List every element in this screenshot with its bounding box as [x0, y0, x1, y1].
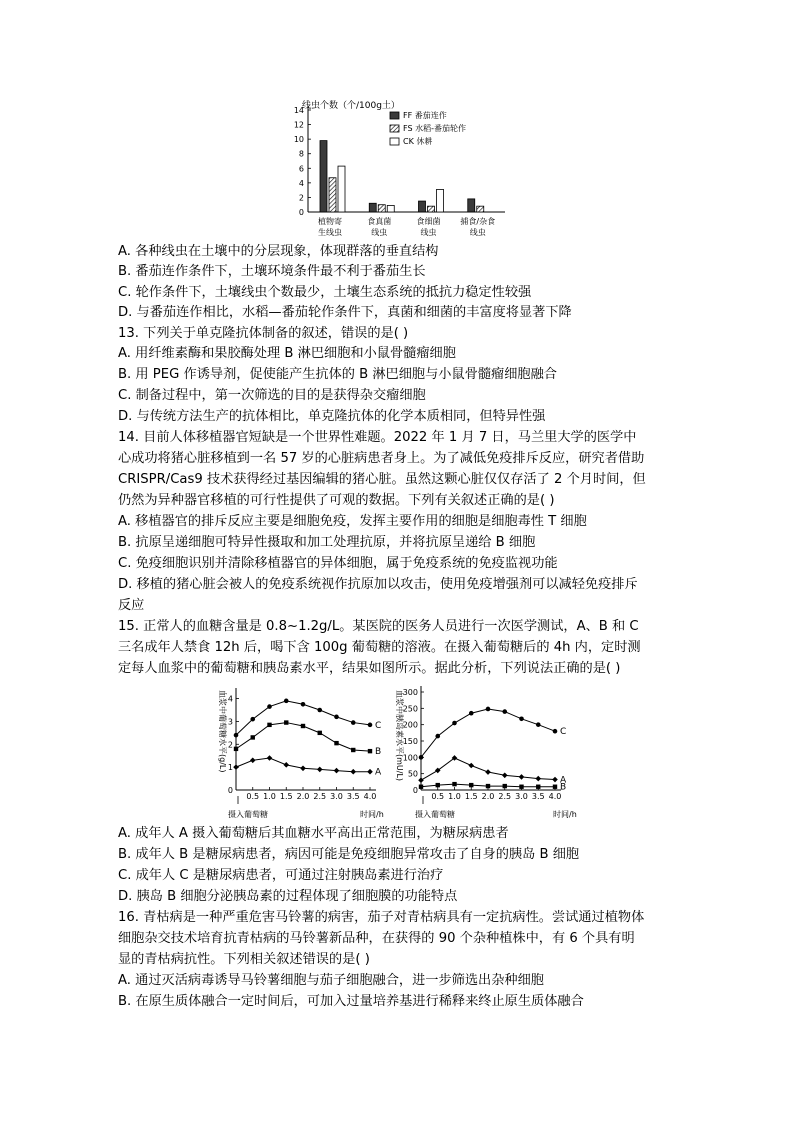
chart2-ytick-label: 1: [227, 763, 233, 773]
chart1-legend-swatch: [390, 125, 399, 132]
q13-stem: 13. 下列关于单克隆抗体制备的叙述，错误的是( ): [118, 326, 409, 341]
q15-option-d: D. 胰岛 B 细胞分泌胰岛素的过程体现了细胞膜的功能特点: [118, 889, 458, 904]
chart3-xtick-label: 1.5: [464, 792, 478, 801]
chart3-ytick-label: 200: [402, 720, 418, 730]
chart3-series-line: [421, 709, 555, 757]
chart2-series-label: B: [375, 747, 382, 758]
q16-option-a: A. 通过灭活病毒诱导马铃薯细胞与茄子细胞融合，进一步筛选出杂种细胞: [118, 973, 544, 988]
chart3-point: [553, 729, 558, 734]
q13-option-c: C. 制备过程中，第一次筛选的目的是获得杂交瘤细胞: [118, 388, 426, 403]
chart2-point: [368, 749, 372, 753]
chart2-xtick-label: 2.0: [296, 792, 310, 801]
chart2-point: [301, 724, 305, 728]
chart1-ytick-label: 4: [298, 178, 304, 188]
q15-option-a: A. 成年人 A 摄入葡萄糖后其血糖水平高出正常范围，为糖尿病患者: [118, 826, 509, 841]
chart2-xtick-label: 1.5: [279, 792, 293, 801]
q12-option-c: C. 轮作条件下，土壤线虫个数最少，土壤生态系统的抵抗力稳定性较强: [118, 285, 532, 300]
chart3-ylabel: 血浆中胰岛素水平(mU/L): [395, 690, 404, 782]
chart2-point: [267, 704, 272, 709]
chart1-bar: [369, 203, 376, 212]
chart2-point: [334, 715, 339, 720]
chart3-point: [452, 721, 457, 726]
chart2-point: [317, 708, 322, 713]
chart3-point: [502, 709, 507, 714]
q12-option-d: D. 与番茄连作相比，水稻—番茄轮作条件下，真菌和细菌的丰富度将显著下降: [118, 305, 572, 320]
q16-option-b: B. 在原生质体融合一定时间后，可加入过量培养基进行稀释来终止原生质体融合: [118, 994, 584, 1009]
chart2-ytick-label: 3: [227, 717, 233, 727]
q14-option-c: C. 免疫细胞识别并清除移植器官的异体细胞，属于免疫系统的免疫监视功能: [118, 556, 558, 571]
chart3-xtick-label: 3.0: [515, 792, 528, 801]
chart2-xtick-label: 4.0: [363, 792, 377, 801]
chart1-ytick-label: 10: [293, 135, 304, 145]
chart3-ytick-label: 50: [407, 769, 418, 779]
chart3-ytick-label: 0: [412, 786, 418, 795]
q14-option-d-cont: 反应: [118, 598, 145, 613]
chart2-point: [250, 717, 255, 722]
glucose-line-chart: [210, 680, 395, 820]
chart2-start-label: 摄入葡萄糖: [228, 810, 268, 819]
chart1-ytick-label: 8: [298, 149, 304, 159]
chart3-point: [536, 785, 540, 789]
q15-option-b: B. 成年人 B 是糖尿病患者，病因可能是免疫细胞异常攻击了自身的胰岛 B 细胞: [118, 847, 580, 862]
chart3-point: [486, 707, 491, 712]
chart3-point: [552, 777, 558, 783]
chart3-point: [519, 716, 524, 721]
chart3-series-label: A: [560, 775, 567, 786]
nematode-bar-chart: [280, 96, 520, 246]
chart1-bar: [329, 178, 336, 212]
q13-option-a: A. 用纤维素酶和果胶酶处理 B 淋巴细胞和小鼠骨髓瘤细胞: [118, 346, 456, 361]
chart3-point: [519, 785, 523, 789]
chart3-ytick-label: 250: [402, 704, 418, 714]
q13-option-b: B. 用 PEG 作诱导剂，促使能产生抗体的 B 淋巴细胞与小鼠骨髓瘤细胞融合: [118, 367, 557, 382]
chart3-point: [553, 785, 557, 789]
chart1-bar: [387, 205, 394, 212]
chart2-xtick-label: 0.5: [246, 792, 260, 801]
chart1-category-label: 线虫: [371, 228, 388, 237]
chart2-point: [351, 720, 356, 725]
chart3-point: [503, 784, 507, 788]
chart1-bar: [428, 206, 435, 212]
q16-stem-line-2: 细胞杂交技术培育抗青枯病的马铃薯新品种，在获得的 90 个杂种植株中，有 6 个具有明: [118, 931, 635, 946]
chart2-point: [250, 757, 256, 763]
chart3-ytick-label: 150: [402, 737, 418, 746]
chart3-point: [419, 755, 424, 760]
chart3-start-label: 摄入葡萄糖: [415, 810, 455, 819]
q13-option-d: D. 与传统方法生产的抗体相比，单克隆抗体的化学本质相同，但特异性强: [118, 409, 546, 424]
q14-option-a: A. 移植器官的排斥反应主要是细胞免疫，发挥主要作用的细胞是细胞毒性 T 细胞: [118, 514, 587, 529]
chart1-category-label: 线虫: [469, 228, 486, 237]
chart3-ytick-label: 300: [402, 688, 418, 697]
chart1-legend-swatch: [390, 138, 399, 145]
chart2-ytick-label: 0: [227, 786, 233, 795]
chart1-legend-label: FS 水稻-番茄轮作: [403, 124, 466, 133]
chart1-ytick-label: 14: [293, 106, 304, 115]
chart1-category-label: 生线虫: [318, 228, 342, 237]
chart3-point: [419, 785, 423, 789]
chart3-point: [435, 734, 440, 739]
chart2-series-label: A: [375, 767, 382, 778]
chart1-bar: [378, 205, 385, 212]
q14-option-b: B. 抗原呈递细胞可特异性摄取和加工处理抗原，并将抗原呈递给 B 细胞: [118, 535, 536, 550]
chart2-xtick-label: 1.0: [263, 792, 276, 801]
chart3-point: [536, 722, 541, 727]
chart3-point: [502, 773, 508, 779]
chart2-point: [267, 723, 271, 727]
q16-stem-line-3: 显的青枯病抗性。下列相关叙述错误的是( ): [118, 952, 370, 967]
chart3-point: [452, 782, 456, 786]
chart2-point: [300, 765, 306, 771]
chart1-category-label: 食真菌: [367, 217, 392, 226]
chart3-series-line: [421, 758, 555, 780]
chart3-point: [469, 711, 474, 716]
chart1-ytick-label: 2: [298, 193, 304, 203]
chart2-point: [283, 762, 289, 768]
chart1-bar: [477, 206, 484, 212]
chart2-xtick-label: 3.0: [330, 792, 343, 801]
q15-option-c: C. 成年人 C 是糖尿病患者，可通过注射胰岛素进行治疗: [118, 868, 444, 883]
chart1-ytick-label: 0: [298, 208, 304, 217]
chart1-bar: [437, 189, 444, 212]
q15-stem-line-2: 三名成年人禁食 12h 后，喝下含 100g 葡萄糖的溶液。在摄入葡萄糖后的 4h 内，定时测: [118, 640, 641, 655]
chart2-point: [317, 767, 323, 773]
chart2-point: [301, 702, 306, 707]
chart3-xtick-label: 1.0: [448, 792, 461, 801]
chart3-point: [436, 783, 440, 787]
chart3-xtick-label: 2.0: [481, 792, 495, 801]
chart2-ytick-label: 4: [227, 694, 233, 704]
q14-stem-line-4: 仍然为异种器官移植的可行性提供了可观的数据。下列有关叙述正确的是( ): [118, 493, 555, 508]
chart2-point: [284, 720, 288, 724]
q15-stem-line-1: 15. 正常人的血糖含量是 0.8~1.2g/L。某医院的医务人员进行一次医学测试，A、B 和 C: [118, 619, 639, 634]
chart1-bar: [468, 199, 475, 212]
chart2-point: [318, 731, 322, 735]
chart3-xlabel: 时间/h: [553, 810, 577, 819]
chart2-point: [233, 764, 239, 770]
chart3-point: [418, 777, 424, 783]
q14-stem-line-2: 心成功将猪心脏移植到一名 57 岁的心脏病患者身上。为了减低免疫排斥反应，研究者借助: [118, 451, 645, 466]
chart2-point: [334, 768, 340, 774]
chart3-point: [519, 774, 525, 780]
chart3-xtick-label: 0.5: [431, 792, 445, 801]
chart2-ytick-label: 2: [227, 740, 233, 750]
chart1-ytick-label: 12: [293, 120, 304, 130]
chart2-point: [367, 769, 373, 775]
chart1-category-label: 植物寄: [318, 217, 342, 226]
chart1-legend-label: FF 番茄连作: [403, 111, 447, 120]
chart2-series-label: C: [375, 720, 382, 731]
q14-option-d: D. 移植的猪心脏会被人的免疫系统视作抗原加以攻击，使用免疫增强剂可以减轻免疫排斥: [118, 577, 638, 592]
chart3-series-label: B: [560, 782, 567, 793]
q15-stem-line-3: 定每人血浆中的葡萄糖和胰岛素水平，结果如图所示。据此分析，下列说法正确的是( ): [118, 661, 621, 676]
chart1-bar: [320, 141, 327, 212]
chart2-point: [284, 699, 289, 704]
chart3-xtick-label: 2.5: [498, 792, 512, 801]
q12-option-b: B. 番茄连作条件下，土壤环境条件最不利于番茄生长: [118, 264, 426, 279]
chart2-xlabel: 时间/h: [360, 810, 384, 819]
chart1-legend-label: CK 休耕: [403, 137, 433, 146]
chart2-xtick-label: 3.5: [346, 792, 360, 801]
chart2-point: [368, 723, 373, 728]
chart1-bar: [338, 166, 345, 212]
chart2-point: [351, 748, 355, 752]
q16-stem-line-1: 16. 青枯病是一种严重危害马铃薯的病害，茄子对青枯病具有一定抗病性。尝试通过植物体: [118, 910, 645, 925]
chart2-point: [334, 741, 338, 745]
chart3-point: [486, 784, 490, 788]
chart2-point: [350, 769, 356, 775]
q14-stem-line-1: 14. 目前人体移植器官短缺是一个世界性难题。2022 年 1 月 7 日，马兰里大学的医学中: [118, 430, 637, 445]
chart3-point: [468, 763, 474, 769]
chart2-point: [251, 735, 255, 739]
chart1-bar: [419, 201, 426, 212]
chart2-xtick-label: 2.5: [313, 792, 327, 801]
chart3-ytick-label: 100: [402, 753, 418, 763]
chart1-category-label: 线虫: [420, 228, 437, 237]
chart1-category-label: 食细菌: [416, 217, 441, 226]
chart3-xtick-label: 4.0: [548, 792, 562, 801]
chart3-xtick-label: 3.5: [531, 792, 545, 801]
chart2-ylabel: 血浆中葡萄糖水平(g/L): [218, 690, 227, 773]
chart3-point: [535, 776, 541, 782]
chart2-point: [234, 733, 239, 738]
chart3-point: [485, 769, 491, 775]
chart1-ylabel: 线虫个数（个/100g土）: [302, 101, 400, 111]
q14-stem-line-3: CRISPR/Cas9 技术获得经过基因编辑的猪心脏。虽然这颗心脏仅仅存活了 2 个月时间，但: [118, 472, 646, 487]
chart1-category-label: 捕食/杂食: [460, 217, 496, 226]
chart1-legend-swatch: [390, 112, 399, 119]
insulin-line-chart: [395, 680, 590, 820]
chart1-ytick-label: 6: [298, 164, 304, 174]
chart2-point: [267, 755, 273, 761]
q12-option-a: A. 各种线虫在土壤中的分层现象，体现群落的垂直结构: [118, 244, 439, 259]
chart3-series-label: C: [560, 727, 567, 738]
chart3-point: [469, 783, 473, 787]
chart2-point: [234, 747, 238, 751]
